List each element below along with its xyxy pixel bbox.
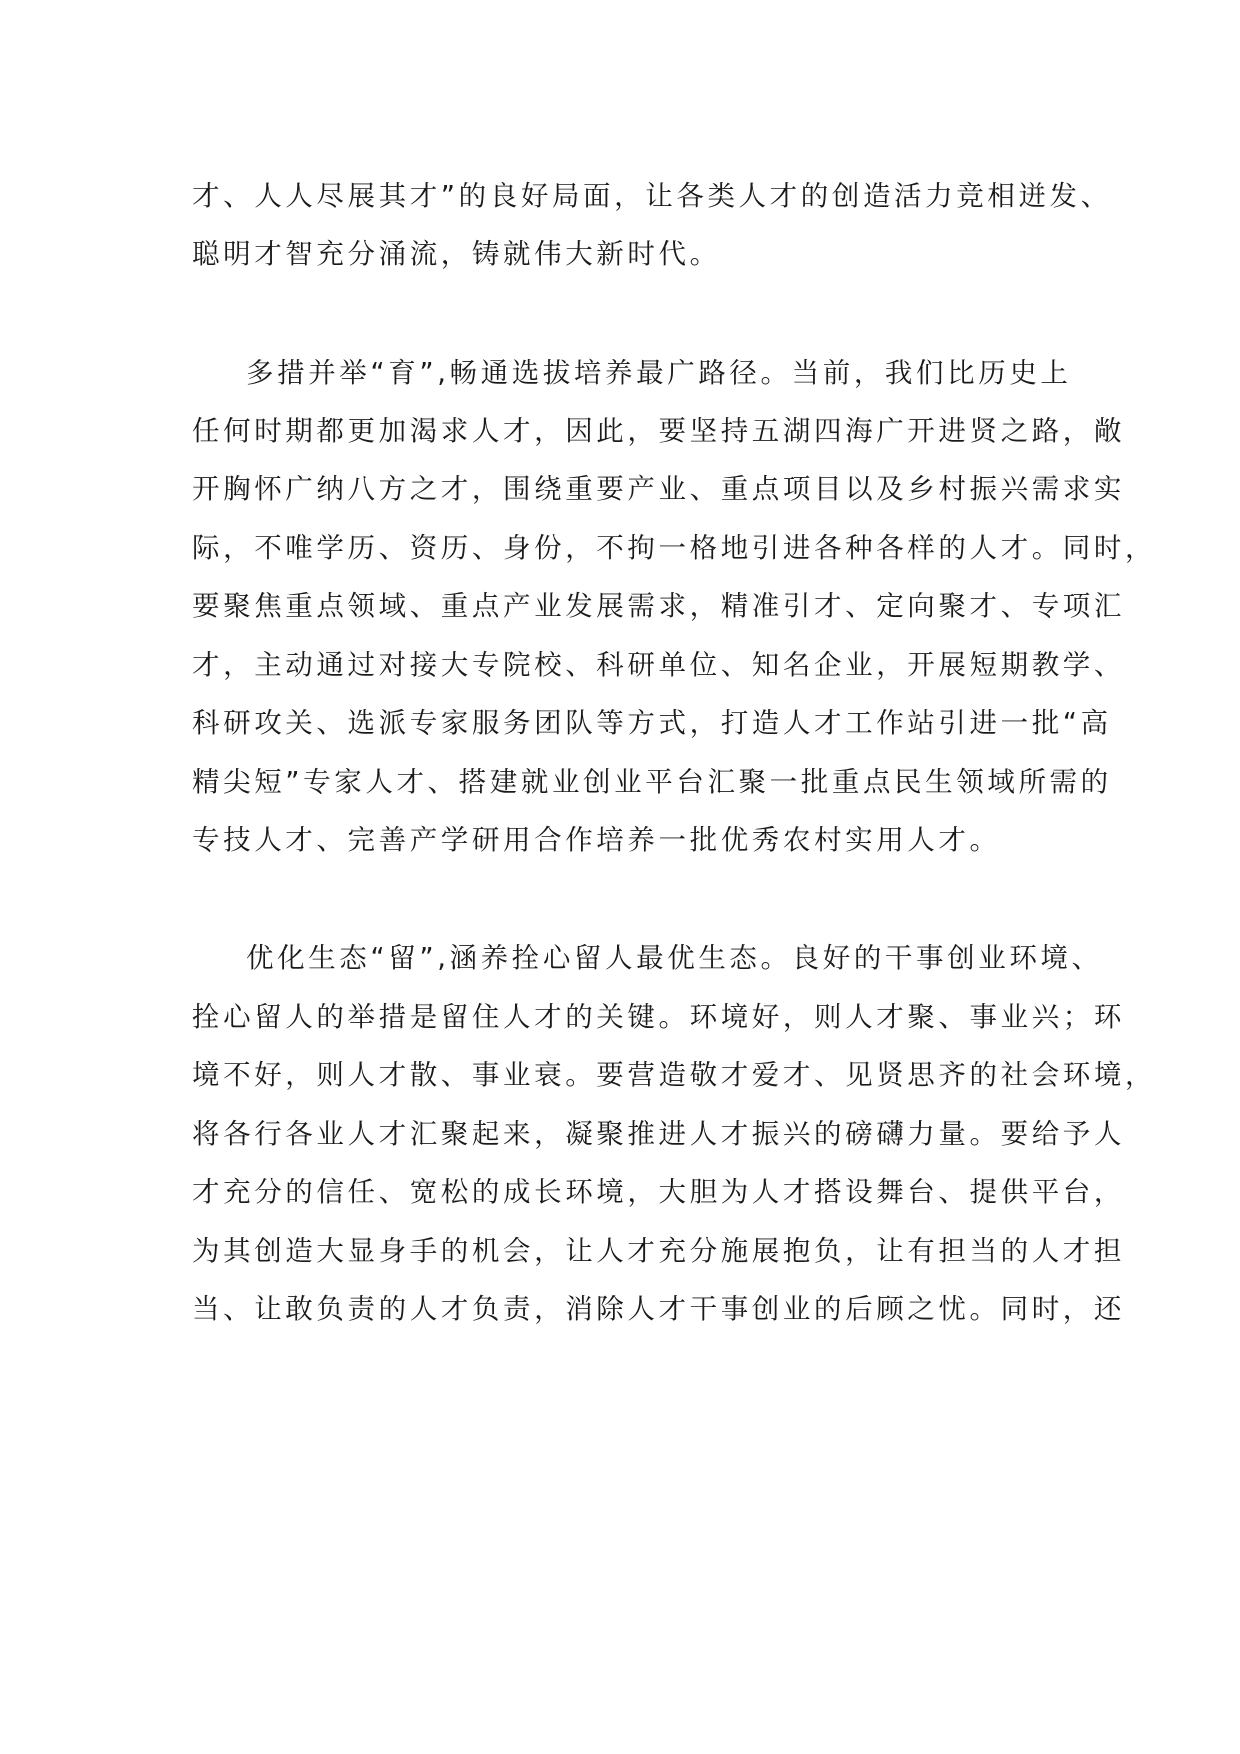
paragraph-3-line-6: 为其创造大显身手的机会，让人才充分施展抱负，让有担当的人才担 — [192, 1235, 1125, 1267]
paragraph-2-line-6: 才，主动通过对接大专院校、科研单位、知名企业，开展短期教学、 — [192, 649, 1125, 681]
paragraph-2-line-9: 专技人才、完善产学研用合作培养一批优秀农村实用人才。 — [192, 824, 1001, 856]
paragraph-3-line-2: 拴心留人的举措是留住人才的关键。环境好，则人才聚、事业兴；环 — [192, 1001, 1125, 1033]
paragraph-2-line-1: 多措并举“育”,畅通选拔培养最广路径。当前，我们比历史上 — [246, 357, 1072, 389]
paragraph-2-line-2: 任何时期都更加渴求人才，因此，要坚持五湖四海广开进贤之路，敞 — [192, 415, 1125, 447]
paragraph-2-line-7: 科研攻关、选派专家服务团队等方式，打造人才工作站引进一批“高 — [192, 707, 1112, 739]
paragraph-3-line-1: 优化生态“留”,涵养拴心留人最优生态。良好的干事创业环境、 — [246, 942, 1103, 974]
paragraph-1-line-1: 才、人人尽展其才”的良好局面，让各类人才的创造活力竞相迸发、 — [192, 180, 1112, 212]
paragraph-2-line-8: 精尖短”专家人才、搭建就业创业平台汇聚一批重点民生领域所需的 — [192, 766, 1112, 798]
paragraph-2-line-4: 际，不唯学历、资历、身份，不拘一格地引进各种各样的人才。同时， — [192, 532, 1157, 564]
paragraph-3-line-5: 才充分的信任、宽松的成长环境，大胆为人才搭设舞台、提供平台， — [192, 1176, 1125, 1208]
paragraph-3-line-7: 当、让敢负责的人才负责，消除人才干事创业的后顾之忧。同时，还 — [192, 1293, 1125, 1325]
paragraph-2-line-3: 开胸怀广纳八方之才，围绕重要产业、重点项目以及乡村振兴需求实 — [192, 473, 1125, 505]
paragraph-2-line-5: 要聚焦重点领域、重点产业发展需求，精准引才、定向聚才、专项汇 — [192, 590, 1125, 622]
paragraph-3-line-4: 将各行各业人才汇聚起来，凝聚推进人才振兴的磅礴力量。要给予人 — [192, 1118, 1125, 1150]
paragraph-1-line-2: 聪明才智充分涌流，铸就伟大新时代。 — [192, 238, 721, 270]
paragraph-3-line-3: 境不好，则人才散、事业衰。要营造敬才爱才、见贤思齐的社会环境， — [192, 1059, 1157, 1091]
